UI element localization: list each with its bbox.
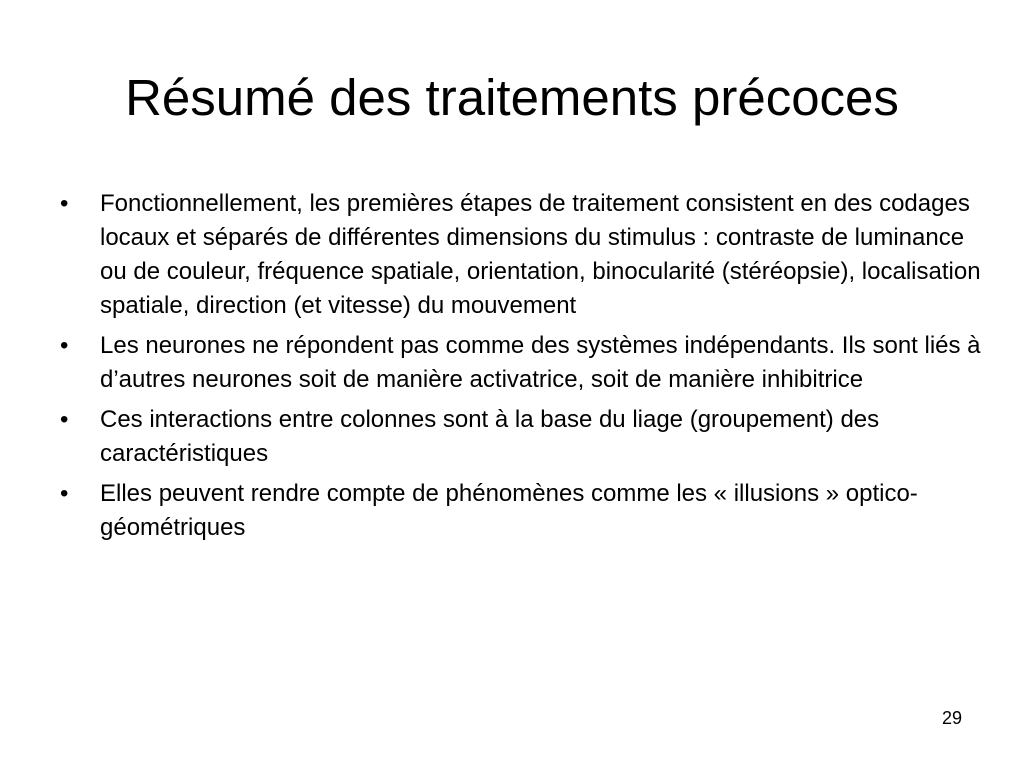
bullet-marker: • <box>60 332 69 359</box>
bullet-marker: • <box>60 190 69 217</box>
bullet-text: Les neurones ne répondent pas comme des systèmes indépendants. Ils sont liés à d’autres neurones soit de manière activatrice, soit de manière inhibitrice <box>100 332 981 393</box>
bullet-item <box>60 187 985 323</box>
bullet-item <box>60 329 985 397</box>
bullet-text: Ces interactions entre colonnes sont à la base du liage (groupement) des caractéristiques <box>100 406 880 467</box>
bullet-item <box>60 403 985 471</box>
bullet-text: Elles peuvent rendre compte de phénomènes comme les « illusions » optico-géométriques <box>100 480 918 541</box>
bullet-marker: • <box>60 406 69 433</box>
bullet-marker: • <box>60 480 69 507</box>
slide-title: Résumé des traitements précoces <box>125 69 899 126</box>
bullet-item <box>60 477 985 545</box>
bullet-list <box>60 187 985 551</box>
bullet-text: Fonctionnellement, les premières étapes de traitement consistent en des codages locaux et séparés de différentes dimensions du stimulus : contraste de luminance ou de couleur, fréquence spatiale, orientation, binocularité (stéréopsie), localisation spatiale, direction (et vitesse) du mouvement <box>100 190 981 319</box>
page-number: 29 <box>941 708 962 728</box>
